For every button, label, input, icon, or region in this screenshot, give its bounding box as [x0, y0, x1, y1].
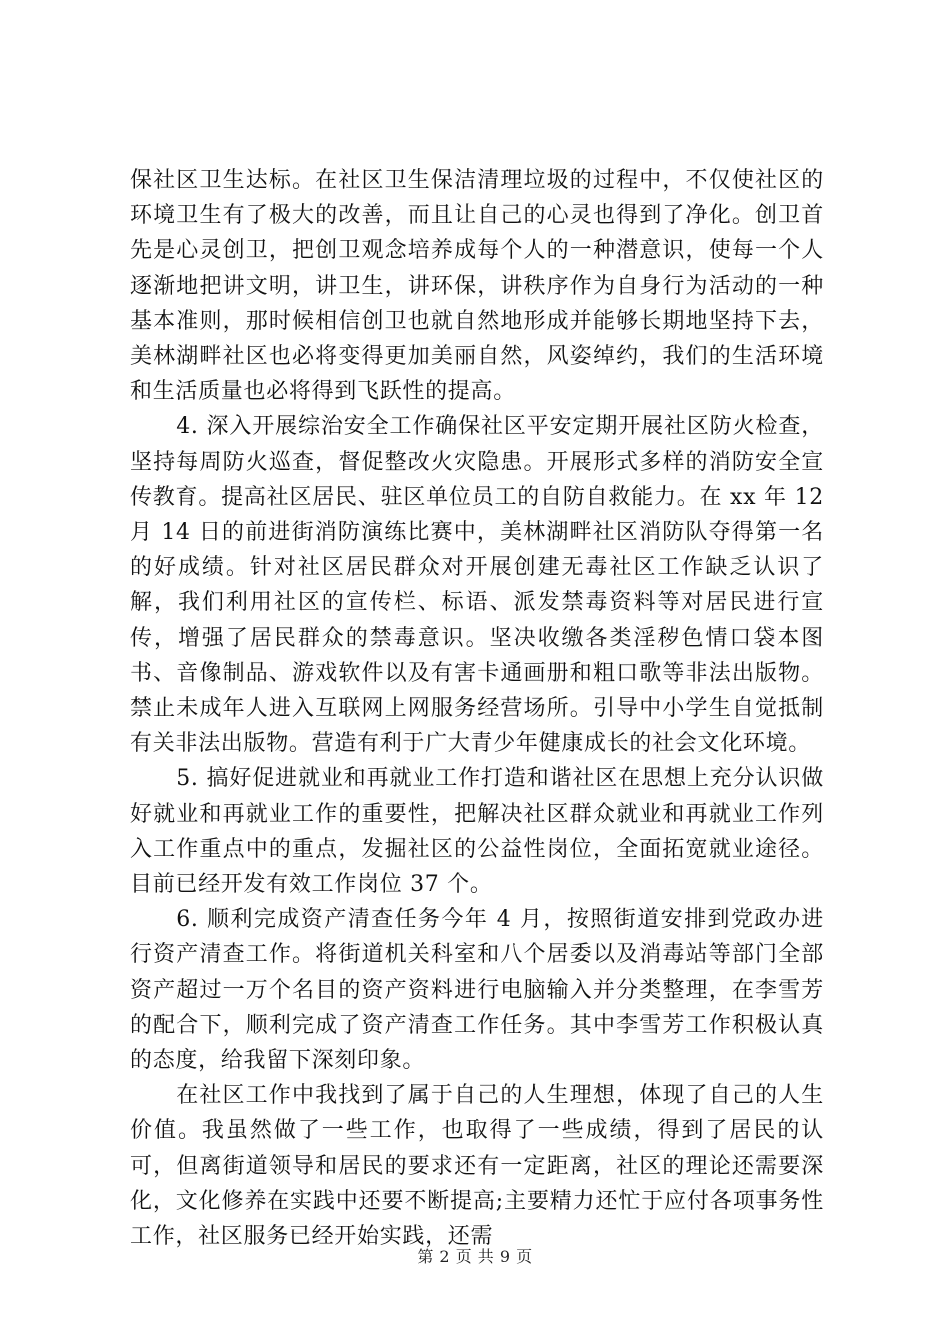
document-body: [130, 163, 824, 1254]
paragraph-sanitation: 保社区卫生达标。在社区卫生保洁清理垃圾的过程中，不仅使社区的环境卫生有了极大的改善，而且让自己的心灵也得到了净化。创卫首先是心灵创卫，把创卫观念培养成每个人的一种潜意识，使每一个人逐渐地把讲文明，讲卫生，讲环保，讲秩序作为自身行为活动的一种基本准则，那时候相信创卫也就自然地形成并能够长期地坚持下去，美林湖畔社区也必将变得更加美丽自然，风姿绰约，我们的生活环境和生活质量也必将得到飞跃性的提高。: [130, 168, 824, 405]
paragraph-safety-work: 4. 深入开展综治安全工作确保社区平安定期开展社区防火检查，坚持每周防火巡查，督促整改火灾隐患。开展形式多样的消防安全宣传教育。提高社区居民、驻区单位员工的自防自救能力。在 xx 年 12 月 14 日的前进街消防演练比赛中，美林湖畔社区消防队夺得第一名的好成绩。针对社区居民群众对开展创建无毒社区工作缺乏认识了解，我们利用社区的宣传栏、标语、派发禁毒资料等对居民进行宣传，增强了居民群众的禁毒意识。坚决收缴各类淫秽色情口袋本图书、音像制品、游戏软件以及有害卡通画册和粗口歌等非法出版物。禁止未成年人进入互联网上网服务经营场所。引导中小学生自觉抵制有关非法出版物。营造有利于广大青少年健康成长的社会文化环境。: [130, 414, 824, 757]
paragraph-employment: 5. 搞好促进就业和再就业工作打造和谐社区在思想上充分认识做好就业和再就业工作的重要性，把解决社区群众就业和再就业工作列入工作重点中的重点，发掘社区的公益性岗位，全面拓宽就业途径。目前已经开发有效工作岗位 37 个。: [130, 766, 824, 898]
paragraph-reflection: 在社区工作中我找到了属于自己的人生理想，体现了自己的人生价值。我虽然做了一些工作，也取得了一些成绩，得到了居民的认可，但离街道领导和居民的要求还有一定距离，社区的理论还需要深化，文化修养在实践中还要不断提高;主要精力还忙于应付各项事务性工作，社区服务已经开始实践，还需: [130, 1083, 824, 1250]
page-number-footer: 第 2 页 共 9 页: [417, 1247, 533, 1266]
paragraph-asset-audit: 6. 顺利完成资产清查任务今年 4 月，按照街道安排到党政办进行资产清查工作。将街道机关科室和八个居委以及消毒站等部门全部资产超过一万个名目的资产资料进行电脑输入并分类整理，在李雪芳的配合下，顺利完成了资产清查工作任务。其中李雪芳工作积极认真的态度，给我留下深刻印象。: [130, 907, 824, 1074]
